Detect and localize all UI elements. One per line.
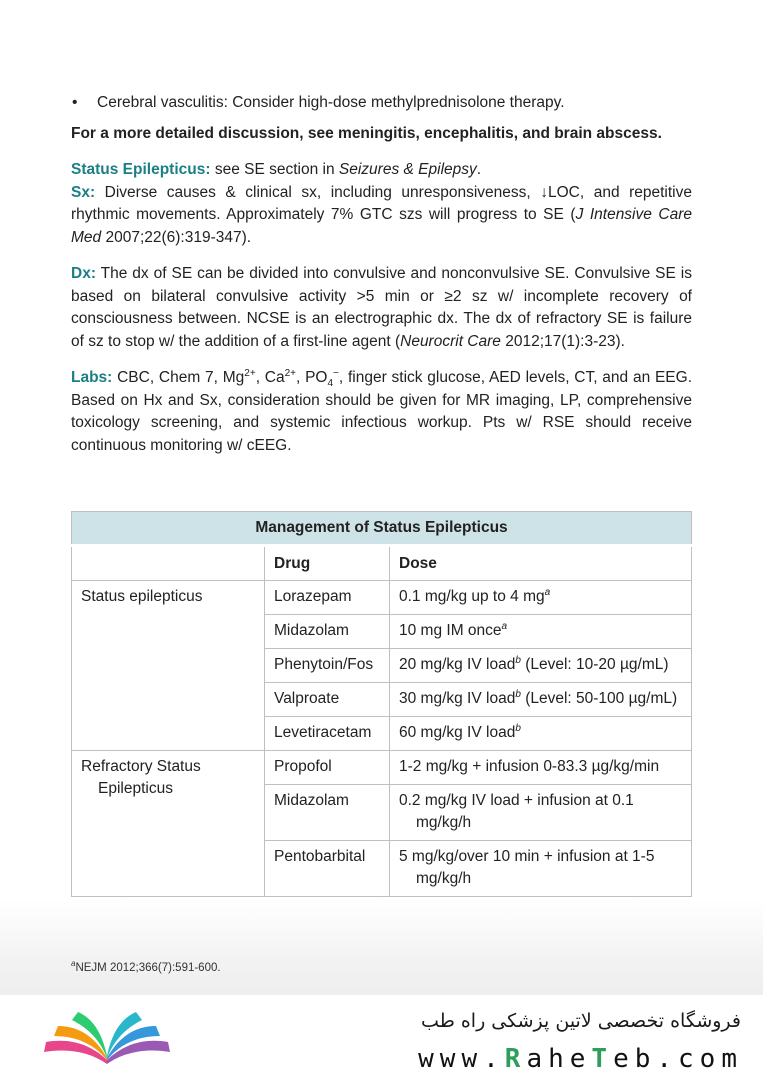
bullet-text: Cerebral vasculitis: Consider high-dose methylprednisolone therapy. — [97, 94, 565, 111]
sx-label: Sx: — [71, 183, 96, 201]
drug-cell: Midazolam — [265, 615, 390, 649]
drug-cell: Valproate — [265, 683, 390, 717]
labs-paragraph: Labs: CBC, Chem 7, $Mg^{2+}$, $Ca^{2+}$, $PO_4^-$, finger stick glucose, AED levels, CT, and an EEG. Based on Hx and Sx, consideration should be given for MR imaging, LP, comprehensive toxicology screening, and systemic infectious workup. Pts w/ RSE should receive continuous monitoring w/ cEEG. — [71, 367, 692, 454]
dose-cell: 60 mg/kg IV load$^b$ — [390, 717, 692, 751]
drug-cell: Pentobarbital — [265, 841, 390, 897]
header-cell — [72, 546, 265, 581]
header-dose: Dose — [390, 546, 692, 581]
dose-cell: 0.2 mg/kg IV load + infusion at 0.1 mg/kg/h — [390, 785, 692, 841]
dose-cell: 10 mg IM once$^a$ — [390, 615, 692, 649]
dose-cell: 5 mg/kg/over 10 min + infusion at 1-5 mg/kg/h — [390, 841, 692, 897]
store-url: www.RaheTeb.com — [418, 1044, 743, 1074]
book-logo-icon — [40, 1008, 175, 1066]
status-epilepticus-label: Status Epilepticus: — [71, 161, 211, 178]
group-label: Status epilepticus — [72, 581, 265, 751]
table-title: Management of Status Epilepticus — [72, 512, 692, 546]
dose-cell: 20 mg/kg IV load$^b$ (Level: 10-20 µg/mL) — [390, 649, 692, 683]
sx-paragraph: Sx: Diverse causes & clinical sx, including unresponsiveness, ↓LOC, and repetitive rhythmic movements. Approximately 7% GTC szs will progress to SE (J Intensive Care Med 2007;22(6):319-347). — [71, 183, 692, 246]
header-drug: Drug — [265, 546, 390, 581]
journal-name: J Intensive Care Med — [71, 206, 692, 246]
table-row — [72, 751, 692, 785]
group-label: Refractory Status Epilepticus — [72, 751, 265, 897]
table-footnote: $^a$NEJM 2012;366(7):591-600. — [71, 959, 221, 974]
drug-cell: Levetiracetam — [265, 717, 390, 751]
more-discussion-note: For a more detailed discussion, see meningitis, encephalitis, and brain abscess. — [71, 124, 662, 142]
drug-cell: Phenytoin/Fos — [265, 649, 390, 683]
table-header-row — [72, 546, 692, 581]
drug-cell: Midazolam — [265, 785, 390, 841]
dx-paragraph: Dx: The dx of SE can be divided into convulsive and nonconvulsive SE. Convulsive SE is based on bilateral convulsive activity >5 min or ≥2 sz w/ incomplete recovery of consciousness between. NCSE is an electrographic dx. The dx of refractory SE is failure of sz to stop w/ the addition of a first-line agent (Neurocrit Care 2012;17(1):3-23). — [71, 265, 692, 350]
labs-label: Labs: — [71, 369, 113, 386]
dose-cell: 1-2 mg/kg + infusion 0-83.3 µg/kg/min — [390, 751, 692, 785]
store-name: فروشگاه تخصصی لاتین پزشکی راه طب — [421, 1010, 741, 1032]
reference-title: Seizures & Epilepsy — [338, 161, 477, 178]
dose-cell: 30 mg/kg IV load$^b$ (Level: 50-100 µg/mL) — [390, 683, 692, 717]
drug-cell: Lorazepam — [265, 581, 390, 615]
dose-cell: 0.1 mg/kg up to 4 $mg^a$ — [390, 581, 692, 615]
journal-name: Neurocrit Care — [400, 332, 501, 350]
list-item — [71, 92, 692, 115]
main-text — [71, 92, 692, 457]
bullet-marker: • — [72, 94, 78, 111]
status-epilepticus-paragraph: Status Epilepticus: see SE section in Seizures & Epilepsy. — [71, 161, 482, 178]
drug-cell: Propofol — [265, 751, 390, 785]
management-table — [71, 511, 692, 897]
dx-label: Dx: — [71, 265, 96, 282]
table-row — [72, 581, 692, 615]
